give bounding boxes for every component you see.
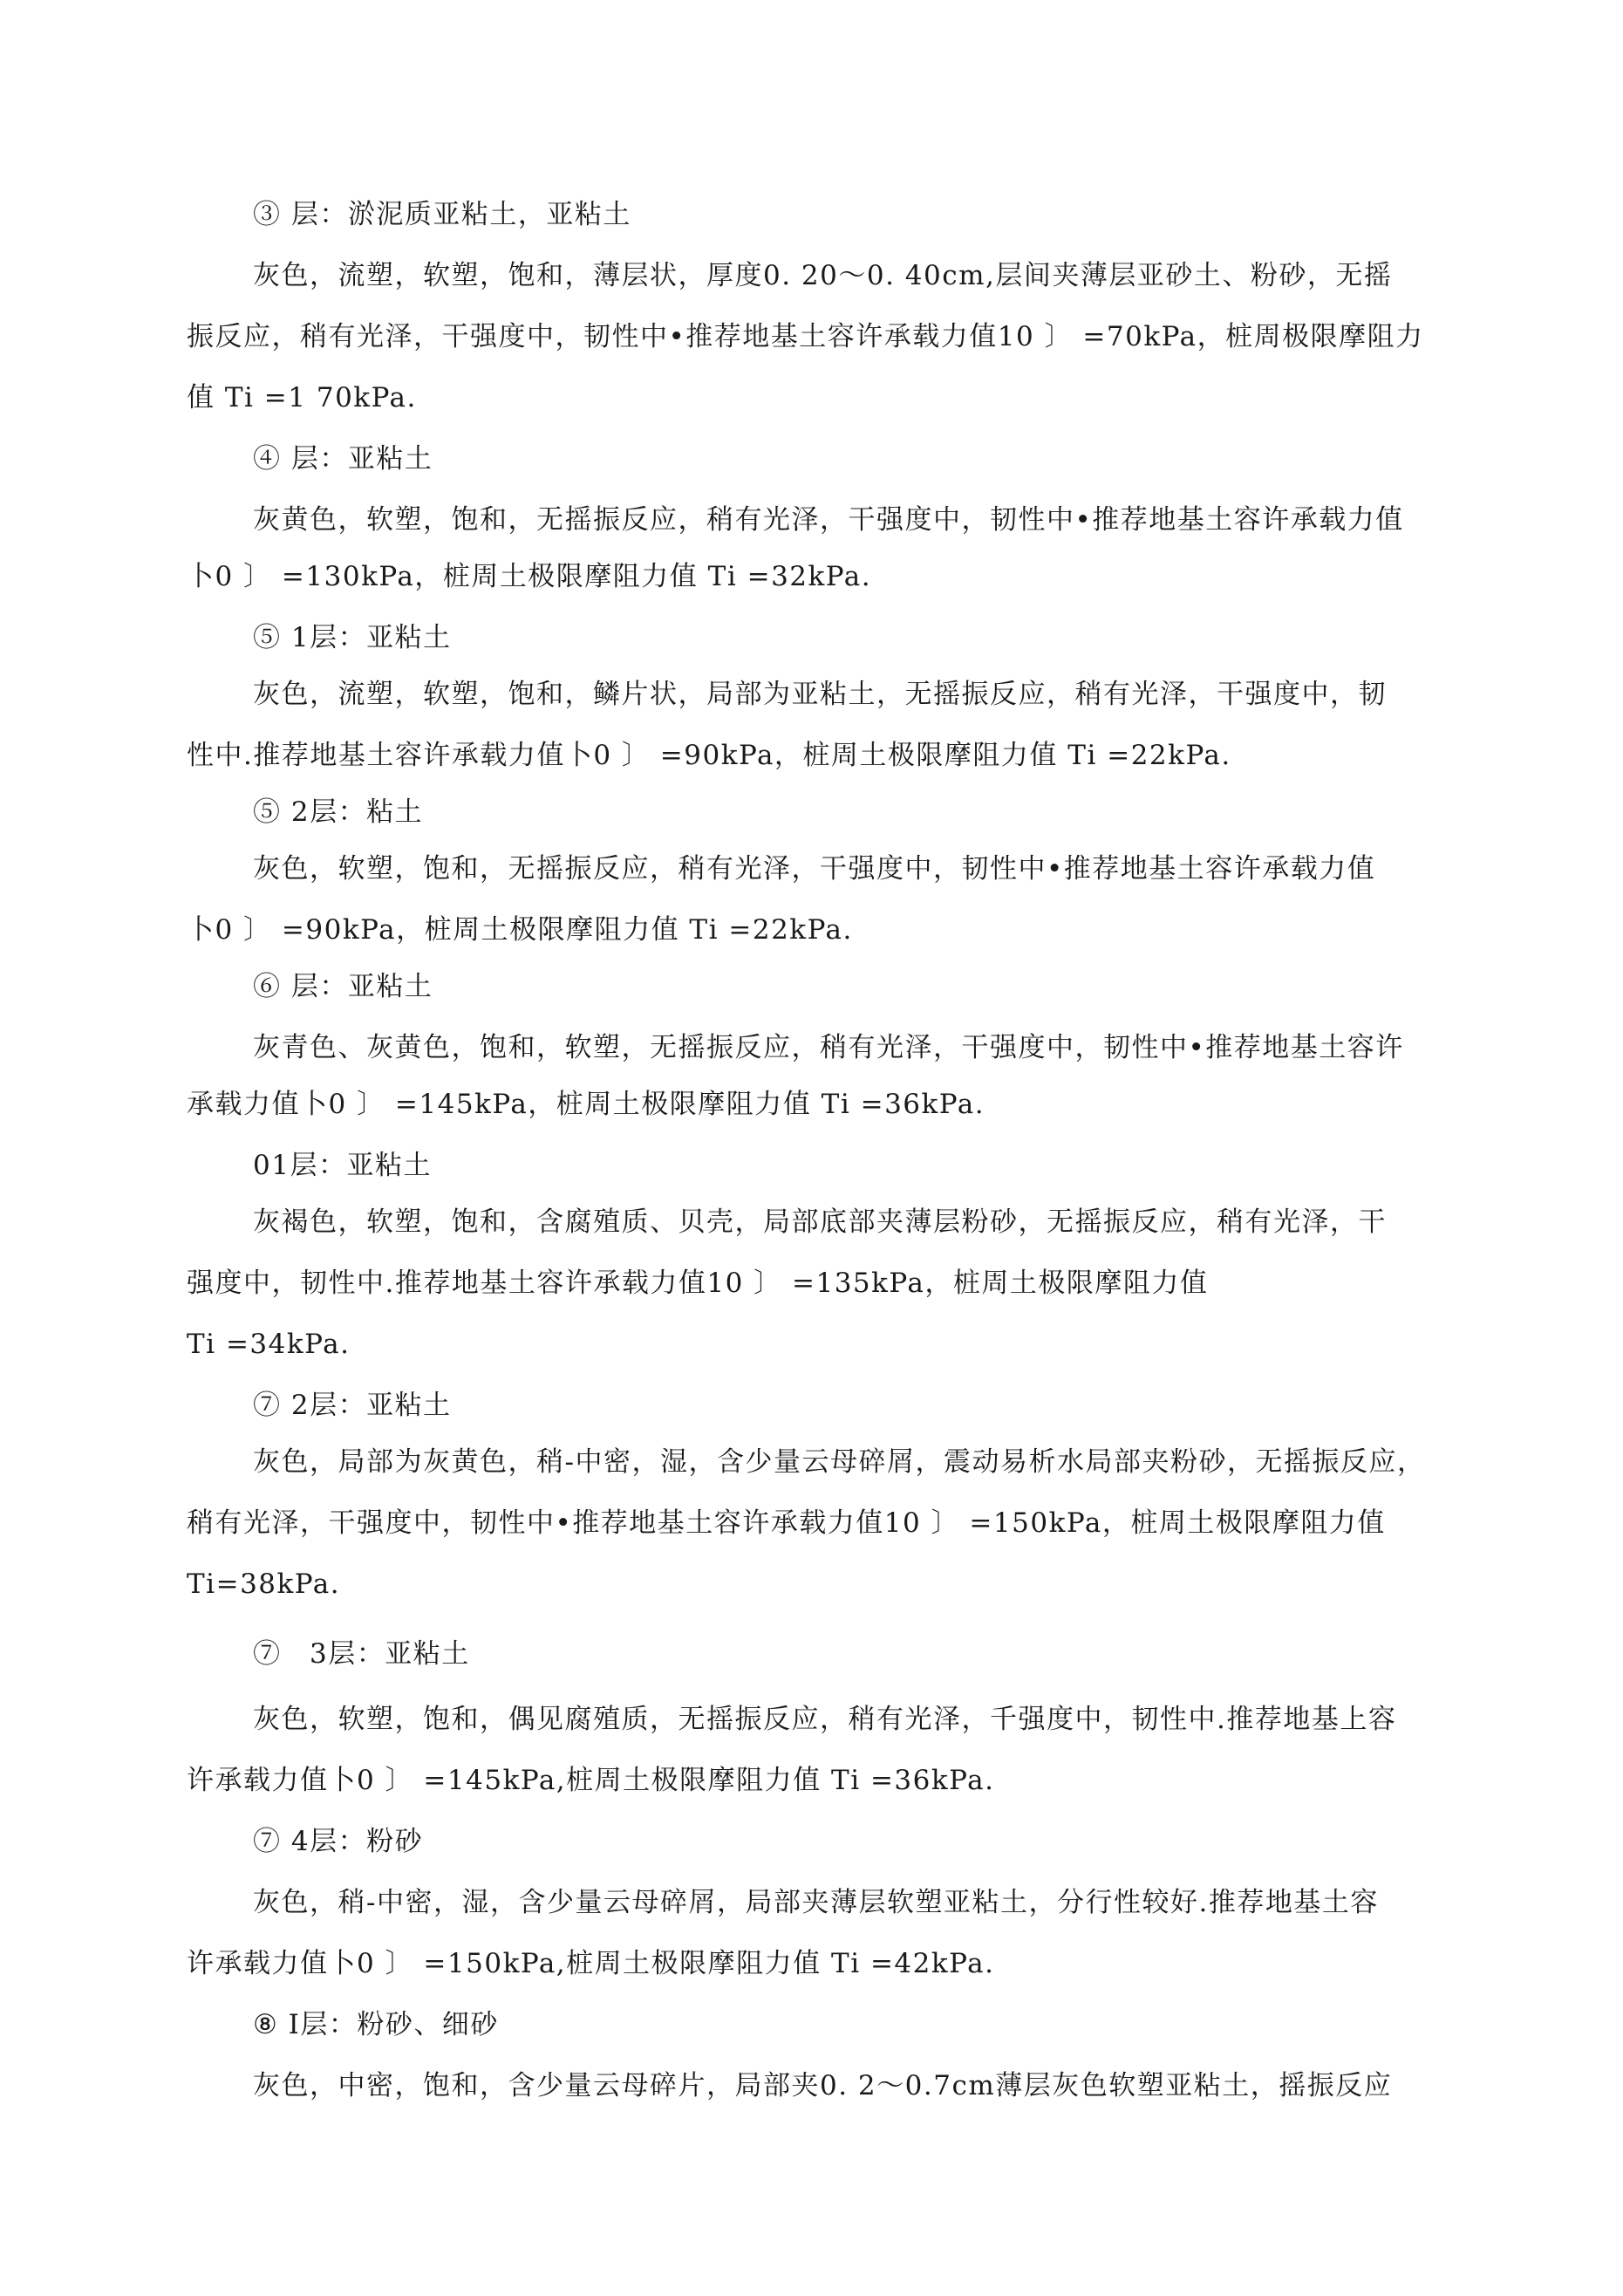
heading-layer-01: 01层：亚粘土 bbox=[253, 1150, 432, 1181]
paragraph-line: 灰色，局部为灰黄色，稍-中密，湿，含少量云母碎屑，震动易析水局部夹粉砂，无摇振反应， bbox=[253, 1446, 1426, 1478]
paragraph-line: 性中.推荐地基土容许承载力值卜0 〕 =90kPa，桩周土极限摩阻力值 Ti =22kPa. bbox=[187, 740, 1231, 771]
paragraph-line: 灰色，软塑，饱和，无摇振反应，稍有光泽，干强度中，韧性中•推荐地基土容许承载力值 bbox=[253, 853, 1376, 885]
heading-layer-6: ⑥ 层：亚粘土 bbox=[253, 971, 433, 1002]
paragraph-line: 灰青色、灰黄色，饱和，软塑，无摇振反应，稍有光泽，干强度中，韧性中•推荐地基土容许 bbox=[253, 1032, 1404, 1063]
paragraph-line: 卜0 〕 =130kPa，桩周土极限摩阻力值 Ti =32kPa. bbox=[187, 561, 872, 592]
heading-layer-7-2: ⑦ 2层：亚粘土 bbox=[253, 1390, 452, 1421]
paragraph-line: 承载力值卜0 〕 =145kPa，桩周土极限摩阻力值 Ti =36kPa. bbox=[187, 1089, 985, 1120]
paragraph-line: 卜0 〕 =90kPa，桩周土极限摩阻力值 Ti =22kPa. bbox=[187, 914, 853, 946]
heading-layer-7-4: ⑦ 4层：粉砂 bbox=[253, 1826, 424, 1857]
paragraph-line: 灰色，中密，饱和，含少量云母碎片，局部夹0. 2～0.7cm薄层灰色软塑亚粘土，摇振反应 bbox=[253, 2070, 1393, 2101]
paragraph-line: 值 Ti =1 70kPa. bbox=[187, 382, 417, 413]
paragraph-line: 许承载力值卜0 〕 =145kPa,桩周土极限摩阻力值 Ti =36kPa. bbox=[187, 1765, 995, 1796]
paragraph-line: 灰色，流塑，软塑，饱和，鳞片状，局部为亚粘土，无摇振反应，稍有光泽，干强度中，韧 bbox=[253, 679, 1387, 710]
paragraph-line: Ti=38kPa. bbox=[187, 1568, 341, 1600]
heading-layer-5-2: ⑤ 2层：粘土 bbox=[253, 796, 424, 828]
paragraph-line: 稍有光泽，干强度中，韧性中•推荐地基土容许承载力值10 〕 =150kPa，桩周土极限摩阻力值 bbox=[187, 1507, 1386, 1539]
paragraph-line: Ti =34kPa. bbox=[187, 1329, 351, 1360]
paragraph-line: 灰色，软塑，饱和，偶见腐殖质，无摇振反应，稍有光泽，千强度中，韧性中.推荐地基上容 bbox=[253, 1704, 1397, 1735]
heading-layer-8-1: ⑧ I层：粉砂、细砂 bbox=[253, 2009, 499, 2040]
paragraph-line: 振反应，稍有光泽，干强度中，韧性中•推荐地基土容许承载力值10 〕 =70kPa，桩周极限摩阻力 bbox=[187, 321, 1424, 352]
heading-layer-4: ④ 层：亚粘土 bbox=[253, 443, 433, 475]
paragraph-line: 灰黄色，软塑，饱和，无摇振反应，稍有光泽，干强度中，韧性中•推荐地基土容许承载力值 bbox=[253, 504, 1404, 536]
paragraph-line: 强度中，韧性中.推荐地基土容许承载力值10 〕 =135kPa，桩周土极限摩阻力值 bbox=[187, 1268, 1209, 1299]
paragraph-line: 灰褐色，软塑，饱和，含腐殖质、贝壳，局部底部夹薄层粉砂，无摇振反应，稍有光泽，干 bbox=[253, 1206, 1387, 1238]
heading-layer-7-3: ⑦ 3层：亚粘土 bbox=[253, 1638, 470, 1670]
heading-layer-3: ③ 层：淤泥质亚粘土，亚粘土 bbox=[253, 199, 631, 230]
paragraph-line: 灰色，流塑，软塑，饱和，薄层状，厚度0. 20～0. 40cm,层间夹薄层亚砂土、粉砂，无摇 bbox=[253, 260, 1393, 291]
heading-layer-5-1: ⑤ 1层：亚粘土 bbox=[253, 622, 452, 653]
paragraph-line: 许承载力值卜0 〕 =150kPa,桩周土极限摩阻力值 Ti =42kPa. bbox=[187, 1948, 995, 1979]
paragraph-line: 灰色，稍-中密，湿，含少量云母碎屑，局部夹薄层软塑亚粘土，分行性较好.推荐地基土容 bbox=[253, 1887, 1379, 1918]
